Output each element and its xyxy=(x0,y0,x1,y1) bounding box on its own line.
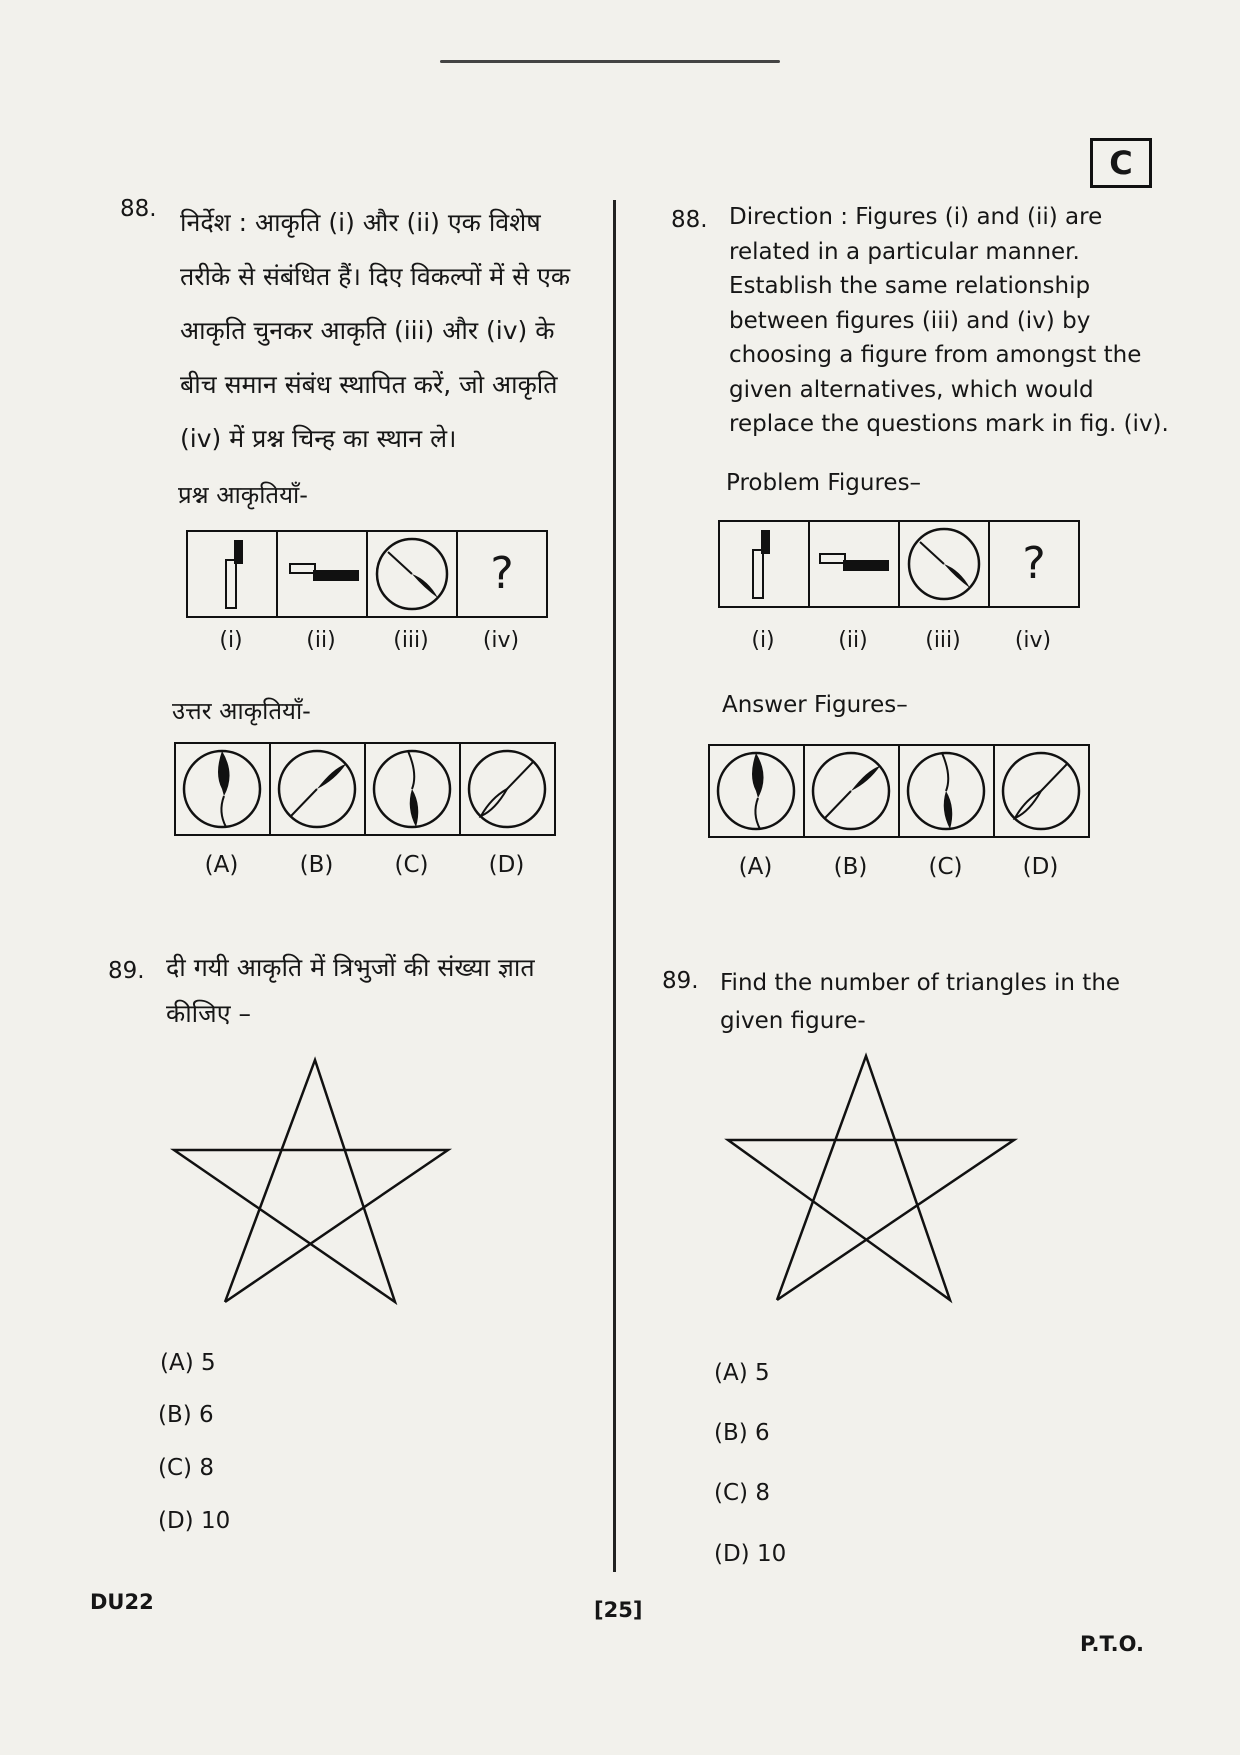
option-a: (A) 5 xyxy=(714,1360,770,1386)
option-b: (B) 6 xyxy=(158,1402,214,1428)
caption: (iii) xyxy=(393,628,429,653)
problem-figures-row xyxy=(718,520,1080,608)
text-line: तरीके से संबंधित हैं। दिए विकल्पों में से एक xyxy=(180,262,571,291)
star-figure xyxy=(724,1048,1020,1310)
text-line: related in a particular manner. xyxy=(729,238,1080,265)
option-d: (D) 10 xyxy=(714,1541,787,1567)
text-line: Find the number of triangles in the xyxy=(720,970,1121,996)
problem-captions xyxy=(186,628,546,653)
page-number: [25] xyxy=(594,1598,643,1622)
answer-figures-row xyxy=(174,742,556,836)
caption: (ii) xyxy=(306,628,336,653)
problem-figure-iii xyxy=(368,532,458,616)
text-line: replace the questions mark in fig. (iv). xyxy=(729,411,1169,437)
option-c: (C) 8 xyxy=(158,1455,214,1481)
pto-label: P.T.O. xyxy=(1080,1632,1144,1656)
caption: (A) xyxy=(738,854,773,880)
question-number: 88. xyxy=(671,207,708,233)
problem-figure-ii xyxy=(810,522,900,606)
caption: (i) xyxy=(219,628,243,653)
text-line: Direction : Figures (i) and (ii) are xyxy=(729,204,1103,230)
text-line: choosing a figure from amongst the xyxy=(729,342,1142,368)
caption: (D) xyxy=(1022,854,1059,880)
problem-figure-i xyxy=(188,532,278,616)
answer-figure-d xyxy=(995,746,1088,836)
question-88-text-english xyxy=(729,200,1229,442)
text-line: between figures (iii) and (iv) by xyxy=(729,307,1091,334)
top-rule xyxy=(440,60,780,63)
answer-figure-c xyxy=(366,744,461,834)
problem-figure-iv xyxy=(990,522,1078,606)
answer-captions xyxy=(708,854,1088,880)
answer-figure-d xyxy=(461,744,554,834)
text-line: कीजिए – xyxy=(166,999,251,1028)
set-code-box: C xyxy=(1090,138,1152,188)
problem-figures-row xyxy=(186,530,548,618)
caption: (D) xyxy=(488,852,525,878)
problem-figures-label: Problem Figures– xyxy=(726,470,922,496)
problem-figure-i xyxy=(720,522,810,606)
text-line: given figure- xyxy=(720,1008,866,1034)
caption: (C) xyxy=(394,852,429,878)
option-b: (B) 6 xyxy=(714,1420,770,1446)
question-89-text-english xyxy=(720,964,1220,1040)
caption: (C) xyxy=(928,854,963,880)
answer-figures-row xyxy=(708,744,1090,838)
caption: (A) xyxy=(204,852,239,878)
caption: (iv) xyxy=(482,628,520,653)
text-line: Establish the same relationship xyxy=(729,273,1091,299)
text-line: बीच समान संबंध स्थापित करें, जो आकृति xyxy=(180,370,558,399)
problem-figure-ii xyxy=(278,532,368,616)
answer-figure-b xyxy=(805,746,900,836)
caption: (B) xyxy=(299,852,334,878)
column-divider xyxy=(613,200,616,1572)
answer-figure-a xyxy=(710,746,805,836)
text-line: given alternatives, which would xyxy=(729,376,1094,403)
answer-figure-b xyxy=(271,744,366,834)
problem-figures-label: प्रश्न आकृतियाँ- xyxy=(178,481,308,509)
question-number: 88. xyxy=(120,196,157,222)
text-line: आकृति चुनकर आकृति (iii) और (iv) के xyxy=(180,316,555,345)
problem-captions xyxy=(718,628,1078,653)
caption: (i) xyxy=(751,628,775,653)
answer-figure-a xyxy=(176,744,271,834)
problem-figure-iv xyxy=(458,532,546,616)
text-line: (iv) में प्रश्न चिन्ह का स्थान ले। xyxy=(180,424,457,453)
text-line: दी गयी आकृति में त्रिभुजों की संख्या ज्ञात xyxy=(166,953,535,982)
option-c: (C) 8 xyxy=(714,1480,770,1506)
question-number: 89. xyxy=(662,968,699,994)
caption: (B) xyxy=(833,854,868,880)
option-d: (D) 10 xyxy=(158,1508,231,1534)
problem-figure-iii xyxy=(900,522,990,606)
question-mark: ? xyxy=(490,548,514,599)
answer-figure-c xyxy=(900,746,995,836)
question-mark: ? xyxy=(1022,538,1046,589)
question-number: 89. xyxy=(108,958,145,984)
option-a: (A) 5 xyxy=(160,1350,216,1376)
star-figure xyxy=(170,1052,460,1312)
question-88-text-hindi xyxy=(180,196,600,466)
text-line: निर्देश : आकृति (i) और (ii) एक विशेष xyxy=(180,208,541,237)
caption: (ii) xyxy=(838,628,868,653)
answer-figures-label: Answer Figures– xyxy=(722,692,908,718)
caption: (iv) xyxy=(1014,628,1052,653)
caption: (iii) xyxy=(925,628,961,653)
answer-figures-label: उत्तर आकृतियाँ- xyxy=(172,697,311,725)
answer-captions xyxy=(174,852,554,878)
paper-code: DU22 xyxy=(90,1590,154,1614)
question-89-text-hindi xyxy=(166,945,606,1037)
